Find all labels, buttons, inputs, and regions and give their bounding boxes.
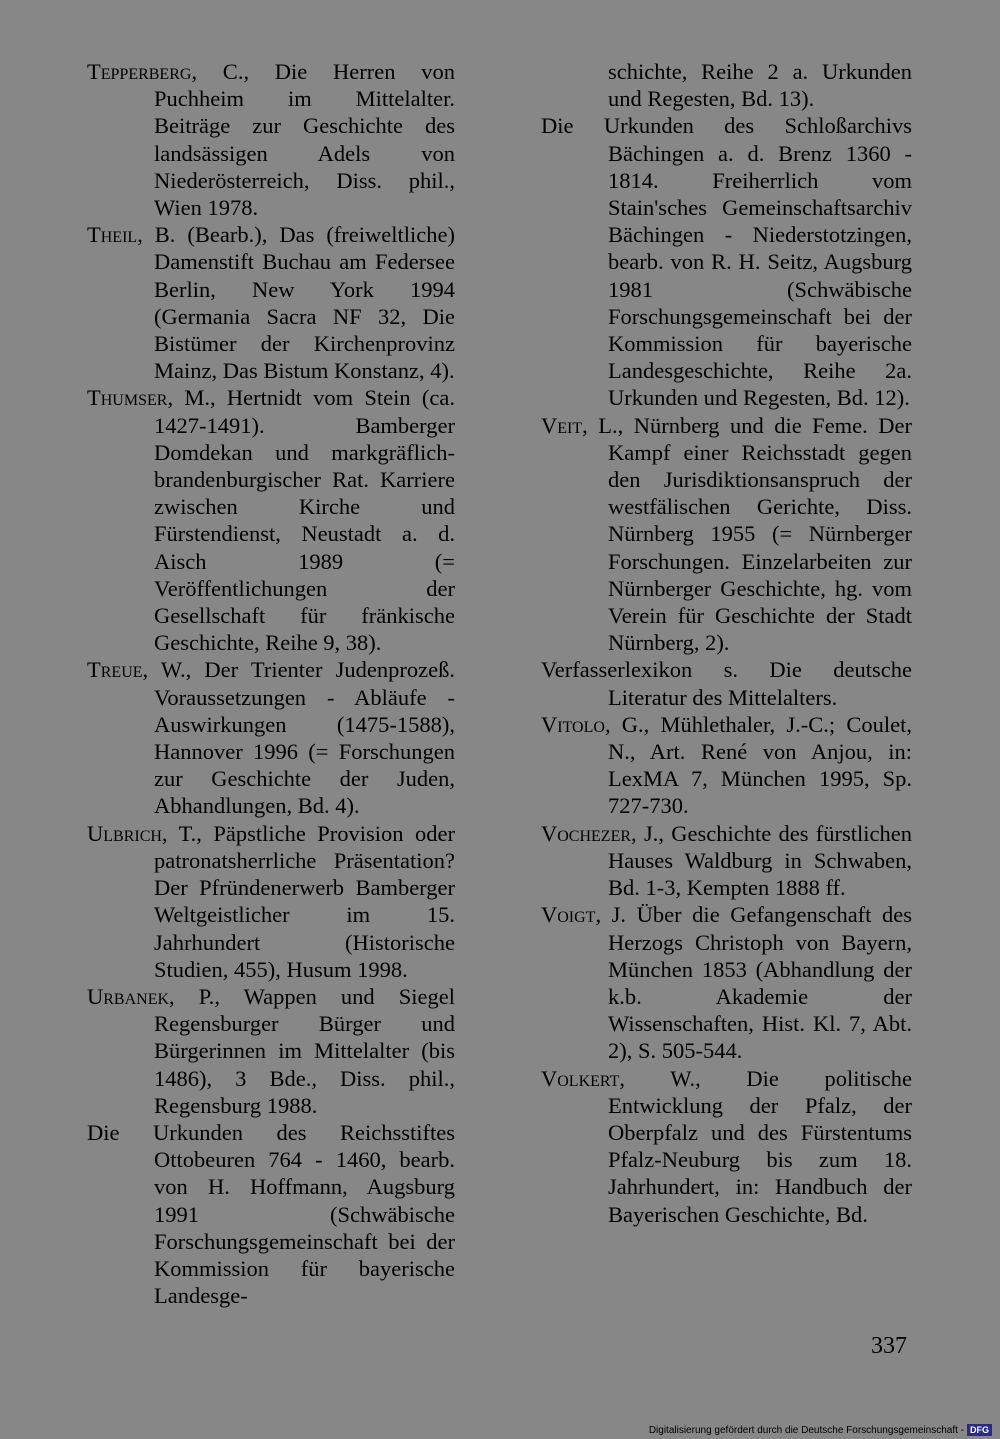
bibliography-entry bbox=[87, 983, 455, 1119]
entry-text: , J., Geschichte des fürstlichen Hauses Waldburg in Schwaben, Bd. 1-3, Kempten 1888 ff. bbox=[608, 820, 912, 901]
entry-author: Ulbrich bbox=[87, 820, 162, 846]
bibliography-entry bbox=[541, 1065, 912, 1228]
bibliography-entry bbox=[541, 901, 912, 1064]
entry-author: Voigt bbox=[541, 902, 596, 928]
entry-text: , W., Der Trienter Judenprozeß. Voraussetzungen - Abläufe - Auswirkungen (1475-1588), Hannover 1996 (= Forschungen zur Geschichte der Juden, Abhandlungen, Bd. 4). bbox=[142, 657, 455, 819]
entry-author: Urbanek bbox=[87, 983, 170, 1009]
entry-author: Tepperberg bbox=[87, 59, 192, 84]
bibliography-entry bbox=[87, 384, 455, 656]
entry-author: Vitolo bbox=[541, 711, 605, 737]
entry-author: Thumser bbox=[87, 385, 168, 411]
entry-text: , J. Über die Gefangenschaft des Herzogs Christoph von Bayern, München 1853 (Abhandlung der k.b. Akademie der Wissenschaften, Hist. Kl. 7, Abt. 2), S. 505-544. bbox=[595, 902, 912, 1064]
bibliography-entry bbox=[541, 656, 912, 710]
footer-text: Digitalisierung gefördert durch die Deutsche Forschungsgemeinschaft - bbox=[648, 1424, 964, 1436]
entry-author: Veit bbox=[541, 412, 583, 438]
entry-author: Volkert bbox=[541, 1065, 620, 1091]
entry-text: Die Urkunden des Schloßarchivs Bächingen a. d. Brenz 1360 - 1814. Freiherrlich vom Stain'sches Gemeinschaftsarchiv Bächingen - Niederstotzingen, bearb. von R. H. Seitz, Augsburg 1981 (Schwäbische Forschungsgemeinschaft bei der Kommission für bayerische Landesgeschichte, Reihe 2a. Urkunden und Regesten, Bd. 12). bbox=[541, 113, 912, 411]
entry-text: , P., Wappen und Siegel Regensburger Bürger und Bürgerinnen im Mittelalter (bis 1486), 3 Bde., Diss. phil., Regensburg 1988. bbox=[154, 983, 455, 1118]
entry-continuation: schichte, Reihe 2 a. Urkunden und Regesten, Bd. 13). bbox=[608, 59, 912, 112]
dfg-logo: DFG bbox=[967, 1424, 992, 1436]
left-column bbox=[87, 58, 455, 1309]
page-number: 337 bbox=[871, 1333, 907, 1359]
bibliography-entry bbox=[541, 820, 912, 902]
bibliography-entry bbox=[541, 412, 912, 657]
entry-text: , C., Die Herren von Puchheim im Mittelalter. Beiträge zur Geschichte des landsässigen Adels von Niederösterreich, Diss. phil., Wien 1978. bbox=[154, 59, 455, 221]
entry-text: , M., Hertnidt vom Stein (ca. 1427-1491). Bamberger Domdekan und markgräflich- brandenburgischer Rat. Karriere zwischen Kirche und Fürstendienst, Neustadt a. d. Aisch 1989 (= Veröffentlichungen der Gesellschaft für fränkische Geschichte, Reihe 9, 38). bbox=[154, 385, 455, 656]
entry-text: , B. (Bearb.), Das (freiweltliche) Damenstift Buchau am Federsee Berlin, New York 1994 (Germania Sacra NF 32, Die Bistümer der Kirchenprovinz Mainz, Das Bistum Konstanz, 4). bbox=[137, 222, 455, 384]
entry-text: , T., Päpstliche Provision oder patronatsherrliche Präsentation? Der Pfründenerwerb Bamberger Weltgeistlicher im 15. Jahrhundert (Historische Studien, 455), Husum 1998. bbox=[154, 820, 455, 982]
entry-author: Treue bbox=[87, 657, 143, 683]
right-column bbox=[541, 58, 912, 1228]
bibliography-entry bbox=[541, 112, 912, 411]
entry-author: Vochezer bbox=[541, 820, 632, 846]
entry-text: Verfasserlexikon s. Die deutsche Literatur des Mittelalters. bbox=[541, 657, 912, 710]
entry-text: , G., Mühlethaler, J.-C.; Coulet, N., Art. René von Anjou, in: LexMA 7, München 1995, Sp. 727-730. bbox=[604, 711, 912, 819]
bibliography-entry bbox=[87, 820, 455, 983]
bibliography-entry bbox=[87, 656, 455, 819]
entry-text: , W., Die politische Entwicklung der Pfalz, der Oberpfalz und des Fürstentums Pfalz-Neuburg bis zum 18. Jahrhundert, in: Handbuch der Bayerischen Geschichte, Bd. bbox=[608, 1065, 912, 1227]
digitization-footer bbox=[649, 1423, 992, 1437]
bibliography-entry bbox=[541, 711, 912, 820]
bibliography-entry bbox=[87, 1119, 455, 1309]
bibliography-entry bbox=[87, 58, 455, 221]
entry-author: Theil bbox=[87, 222, 138, 248]
entry-text: Die Urkunden des Reichsstiftes Ottobeuren 764 - 1460, bearb. von H. Hoffmann, Augsburg 1991 (Schwäbische Forschungsgemeinschaft bei der Kommission für bayerische Landesge- bbox=[87, 1119, 455, 1309]
bibliography-entry bbox=[87, 221, 455, 384]
entry-text: , L., Nürnberg und die Feme. Der Kampf einer Reichsstadt gegen den Jurisdiktionsanspruch der westfälischen Gerichte, Diss. Nürnberg 1955 (= Nürnberger Forschungen. Einzelarbeiten zur Nürnberger Geschichte, hg. vom Verein für Geschichte der Stadt Nürnberg, 2). bbox=[582, 412, 912, 656]
